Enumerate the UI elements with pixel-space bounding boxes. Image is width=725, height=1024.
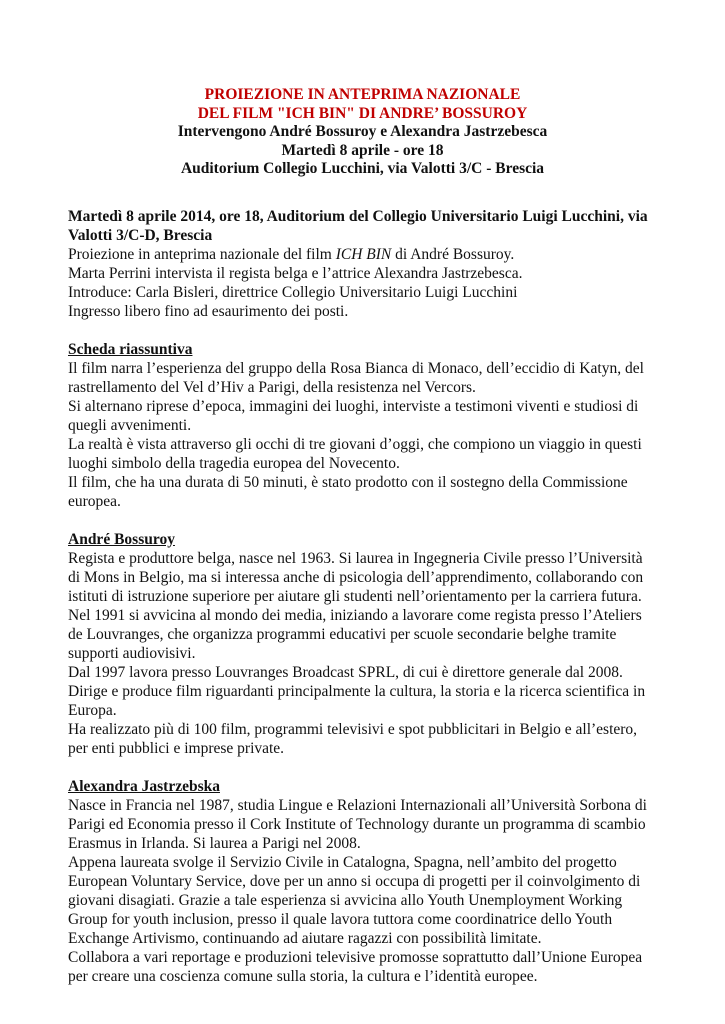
venue-line: Auditorium Collegio Lucchini, via Valotti 3/C - Brescia (180, 160, 545, 177)
title-line-2: DEL FILM "ICH BIN" DI ANDRE’ BOSSUROY (197, 104, 528, 122)
jastrzebska-paragraph-2: Appena laureata svolge il Servizio Civile in Catalogna, Spagna, nell’ambito del progetto European Voluntary Service, dove per un anno si occupa di progetti per il coinvolgimento di giovani disagiati. Grazie a tale esperienza si avvicina allo Youth Unemployment Working Group for youth inclusion, presso il quale lavora tuttora come coordinatrice dello Youth Exchange Artivismo, continuando ad aiutare ragazzi con possibilità limitate. (68, 853, 641, 947)
bossuroy-paragraph-5: Ha realizzato più di 100 film, programmi televisivi e spot pubblicitari in Belgio e all’estero, per enti pubblici e imprese private. (68, 720, 638, 757)
intro-section (68, 207, 657, 321)
intro-line-interview: Marta Perrini intervista il regista belga e l’attrice Alexandra Jastrzebesca. (68, 264, 523, 282)
jastrzebska-section (68, 777, 657, 986)
intro-headline: Martedì 8 aprile 2014, ore 18, Auditorium del Collegio Universitario Luigi Lucchini, via Valotti 3/C-D, Brescia (68, 207, 648, 244)
intro-line-introduction: Introduce: Carla Bisleri, direttrice Collegio Universitario Luigi Lucchini (68, 283, 518, 301)
event-header (68, 86, 657, 179)
bossuroy-paragraph-2: Nel 1991 si avvicina al mondo dei media, iniziando a lavorare come regista presso l’Ateliers de Louvranges, che organizza programmi educativi per scuole secondarie belghe tramite supporti audiovisivi. (68, 606, 642, 662)
summary-paragraph-3: La realtà è vista attraverso gli occhi di tre giovani d’oggi, che compiono un viaggio in questi luoghi simbolo della tragedia europea del Novecento. (68, 435, 642, 472)
bossuroy-paragraph-4: Dirige e produce film riguardanti principalmente la cultura, la storia e la ricerca scientifica in Europa. (68, 682, 646, 719)
jastrzebska-paragraph-3: Collabora a vari reportage e produzioni televisive promosse soprattutto dall’Unione Europea per creare una coscienza comune sulla storia, la cultura e l’identità europee. (68, 948, 643, 985)
intro-line-admission: Ingresso libero fino ad esaurimento dei posti. (68, 302, 349, 320)
bossuroy-title: André Bossuroy (68, 530, 175, 548)
summary-section (68, 340, 657, 511)
summary-paragraph-2: Si alternano riprese d’epoca, immagini dei luoghi, interviste a testimoni viventi e studiosi di quegli avvenimenti. (68, 397, 639, 434)
bossuroy-paragraph-1: Regista e produttore belga, nasce nel 1963. Si laurea in Ingegneria Civile presso l’Università di Mons in Belgio, ma si interessa anche di psicologia dell’apprendimento, collaborando con istituti di istruzione superiore per aiutare gli studenti nell’orientamento per la carriera futura. (68, 549, 644, 605)
film-title: ICH BIN (335, 245, 392, 263)
bossuroy-section (68, 530, 657, 758)
intro-line-screening-pre: Proiezione in anteprima nazionale del film (68, 245, 336, 263)
date-line: Martedì 8 aprile - ore 18 (281, 141, 444, 159)
bossuroy-paragraph-3: Dal 1997 lavora presso Louvranges Broadcast SPRL, di cui è direttore generale dal 2008. (68, 663, 623, 681)
summary-paragraph-1: Il film narra l’esperienza del gruppo della Rosa Bianca di Monaco, dell’eccidio di Katyn, del rastrellamento del Vel d’Hiv a Parigi, della resistenza nel Vercors. (68, 359, 644, 396)
title-line-1: PROIEZIONE IN ANTEPRIMA NAZIONALE (204, 86, 521, 103)
intro-line-screening (68, 245, 657, 264)
intro-line-screening-post: di André Bossuroy. (391, 245, 515, 263)
guests-line: Intervengono André Bossuroy e Alexandra Jastrzebesca (177, 123, 548, 140)
jastrzebska-title: Alexandra Jastrzebska (68, 777, 220, 795)
summary-paragraph-4: Il film, che ha una durata di 50 minuti, è stato prodotto con il sostegno della Commissione europea. (68, 473, 628, 510)
jastrzebska-paragraph-1: Nasce in Francia nel 1987, studia Lingue e Relazioni Internazionali all’Università Sorbona di Parigi ed Economia presso il Cork Institute of Technology durante un programma di scambio Erasmus in Irlanda. Si laurea a Parigi nel 2008. (68, 796, 647, 852)
summary-title: Scheda riassuntiva (68, 340, 193, 358)
